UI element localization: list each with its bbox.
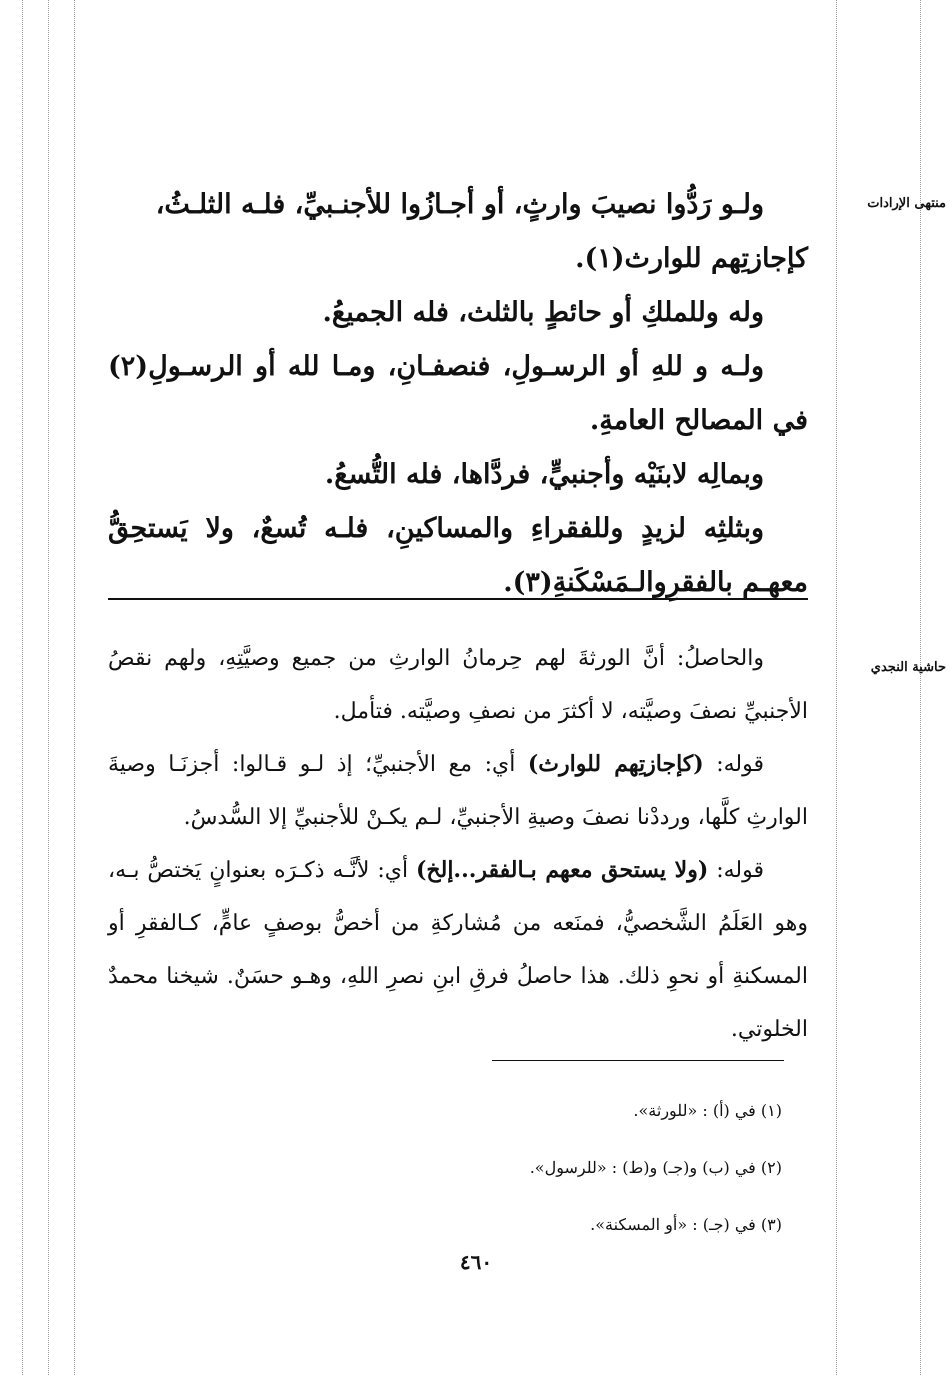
- matn-paragraph: وبمالِه لابنَيْه وأجنبيٍّ، فردَّاها، فله التُّسعُ.: [324, 459, 764, 490]
- commentary-text: [108, 632, 808, 1056]
- commentary-paragraph: والحاصلُ: أنَّ الورثةَ لهم حِرمانُ الوارثِ من جميع وصيَّتِهِ، ولهم نقصُ الأجنبيِّ نصفَ وصيَّته، لا أكثرَ من نصفِ وصيَّته. فتأمل.: [108, 646, 808, 724]
- commentary-prefix: قوله:: [708, 858, 764, 883]
- footnote: (٢) في (ب) و(جـ) و(ط) : «للرسول».: [529, 1158, 782, 1177]
- margin-dots: [22, 0, 23, 1375]
- commentary-prefix: قوله:: [703, 752, 764, 777]
- commentary-lemma: (ولا يستحق معهم بـالفقر...إلخ): [416, 857, 709, 883]
- footnote-divider: [492, 1060, 784, 1061]
- commentary-paragraph: [108, 738, 808, 844]
- footnote: (٣) في (جـ) : «أو المسكنة».: [590, 1215, 782, 1234]
- margin-dots: [74, 0, 75, 1375]
- footnotes: [162, 1082, 782, 1253]
- matn-paragraph: وبثلثِه لزيدٍ وللفقراءِ والمساكينِ، فلـه تُسعٌ، ولا يَستحِقُّ معهـم بالفقرِوالـمَسْكَنةِ(٣).: [108, 513, 808, 598]
- commentary-paragraph: [108, 844, 808, 1056]
- matn-paragraph: ولـه و للهِ أو الرسـولِ، فنصفـانِ، ومـا لله أو الرسـولِ(٢) في المصالح العامةِ.: [108, 351, 808, 436]
- margin-dots: [48, 0, 49, 1375]
- side-label-matn: منتهى الإرادات: [867, 196, 946, 211]
- section-divider: [108, 598, 808, 600]
- page-number: ٤٦٠: [459, 1250, 493, 1274]
- commentary-lemma: (كإجازتِهم للوارث): [527, 751, 704, 777]
- side-label-hashiya: حاشية النجدي: [870, 660, 946, 675]
- main-text: [108, 178, 808, 610]
- commentary-body: أي: مع الأجنبيِّ؛ إذ لـو قـالوا: أجزنَـا وصيةَ الوارثِ كلَّها، ورددْنا نصفَ وصيةِ الأجنبيِّ، لـم يكـنْ للأجنبيِّ إلا السُّدسُ.: [108, 752, 808, 830]
- footnote: (١) في (أ) : «للورثة».: [633, 1101, 782, 1120]
- matn-paragraph: وله وللملكِ أو حائطٍ بالثلث، فله الجميعُ.: [322, 297, 764, 328]
- commentary-body: أي: لأنَّـه ذكـرَه بعنوانٍ يَختصُّ بـه، وهو العَلَمُ الشَّخصيُّ، فمنَعه من مُشاركةِ من أخصُّ بوصفٍ عامٍّ، كـالفقرِ أو المسكنةِ أو نحوِ ذلك. هذا حاصلُ فرقِ ابنِ نصرِ اللهِ، وهـو حسَنٌ. شيخنا محمدٌ الخلوتي.: [108, 858, 808, 1042]
- matn-paragraph: ولـو رَدُّوا نصيبَ وارثٍ، أو أجـازُوا للأجنـبيِّ، فلـه الثلـثُ،: [155, 189, 764, 220]
- matn-paragraph: كإجازتِهم للوارث(١).: [575, 243, 808, 274]
